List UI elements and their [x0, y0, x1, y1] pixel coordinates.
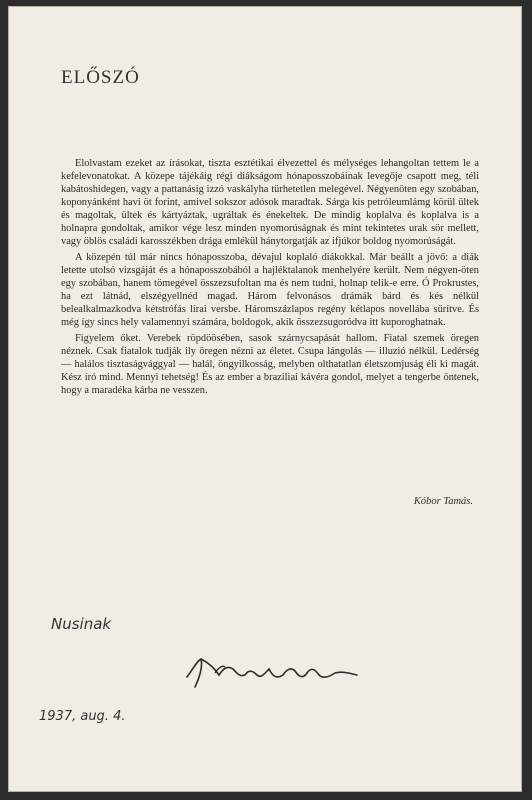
handwritten-dedication: Nusinak [51, 615, 112, 633]
book-page [8, 6, 522, 792]
page-title: ELŐSZÓ [61, 67, 140, 88]
preface-text [61, 157, 479, 400]
paragraph: Elolvastam ezeket az írásokat, tiszta esztétikai élvezettel és mélységes lehangoltan tettem le a kefelevonatokat. A közepe tájékáig régi diákságom hónaposszobáinak levegője csapott meg, téli kabátoshidegen, vagy a pattanásig izzó vaskályha türhetetlen melegével. Négyenöten egy szobában, koponyánként havi öt forint, amivel sokszor adósok maradtak. Sárga kis petróleumlámg körül ültek és magoltak, ültek és kártyáztak, ugráltak és énekeltek. De mindig koplalva és koplalva is a holnapra gondoltak, amikor vége lesz minden nyomorúságnak és mint tekintetes urak sör mellett, vagy öblös családi karosszékben drága emlékül hánytorgatják az ifjúkor boldog nyomorúságát. [61, 158, 479, 247]
handwritten-signature [179, 639, 379, 699]
paragraph: A közepén túl már nincs hónaposszoba, dévajul koplaló diákokkal. Már beállt a jövő: a diák letette utolsó vizsgáját és a hónaposszobából a hajléktalanok menhelyére került. Nem négyen-öten egy szobában, hanem tömegével összezsufoltan ma és nem tudni, holnap telik-e erre. Ó Prokrustes, ha ezt látnád, elszégyellnéd magad. Három felvonásos drámák bárd és kés nélkül belealkalmazkodva kétstrófás lírai versbe. Háromszázlapos regény kétlapos novellába sűrítve. És még így sincs hely valamennyi számára, boldogok, akik összezsugoródva itt kuporoghatnak. [61, 252, 479, 328]
handwritten-date: 1937, aug. 4. [39, 709, 126, 724]
author-signature-line: Kóbor Tamás. [413, 496, 473, 507]
paragraph: Figyelem őket. Verebek röpdöösében, sasok szárnycsapását hallom. Fiatal szemek öregen néznek. Csak fiatalok tudják ily öregen nézni az életet. Csupa lángolás — illuzió nélkül. Ledérség — halálos tisztaságvággyal — halál, öngyilkosság, melyben olthatatlan életszomjuság éli ki magát. Kész író mind. Mennyi tehetség! És az ember a braziliai kávéra gondol, melyet a tengerbe öntenek, hogy a maradéka kárba ne vesszen. [61, 333, 479, 396]
